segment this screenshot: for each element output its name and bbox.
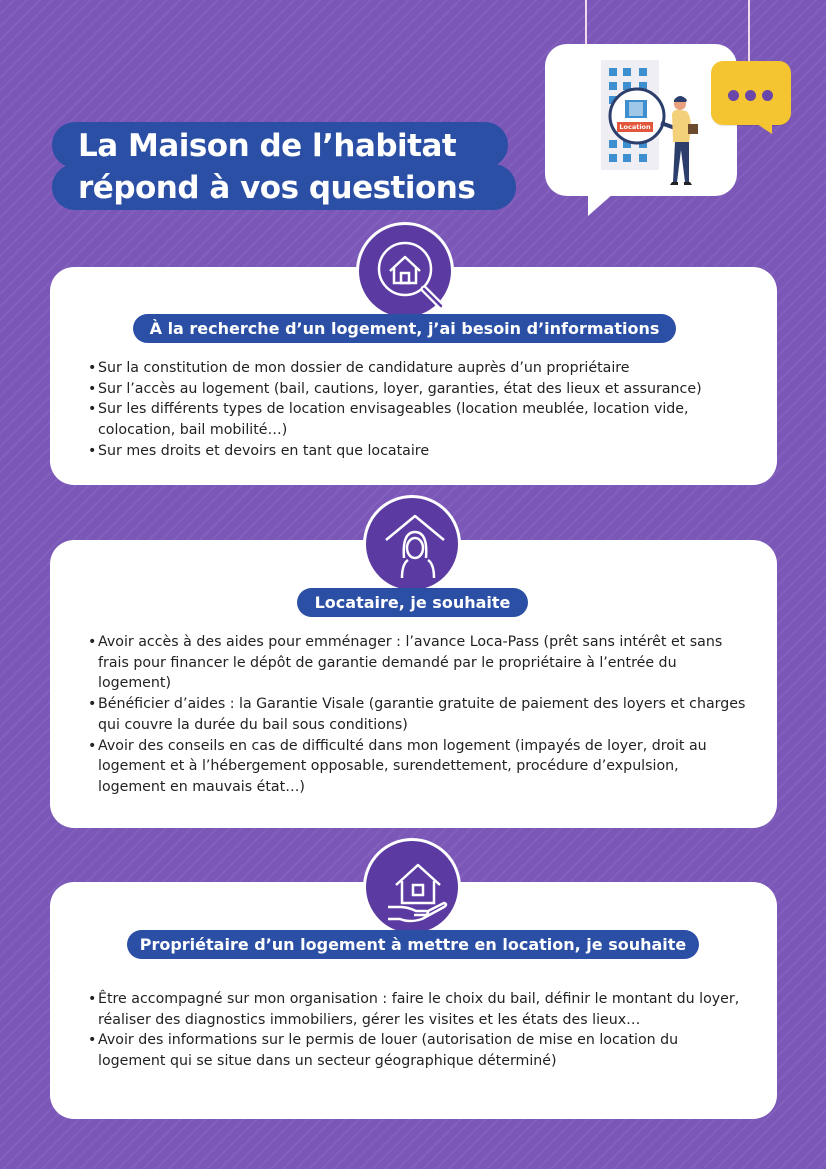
illustration-bubble-tail [588, 186, 622, 216]
apartment-search-illustration [545, 44, 737, 196]
section-heading-owner: Propriétaire d’un logement à mettre en location, je souhaite [127, 930, 699, 959]
section-heading-house-search: À la recherche d’un logement, j’ai besoin d’informations [133, 314, 676, 343]
list-item: • Sur la constitution de mon dossier de candidature auprès d’un propriétaire [88, 358, 768, 379]
list-item: • Avoir des conseils en cas de difficulté dans mon logement (impayés de loyer, droit au logement et à l’hébergement opposable, surendettement, procédure d’expulsion, logement en mauvais état…) [88, 736, 748, 798]
tenant-house-icon [363, 495, 461, 593]
page-title-line-2: répond à vos questions [52, 164, 516, 210]
chat-bubble-tail [754, 122, 772, 134]
page-title-line-1: La Maison de l’habitat [52, 122, 508, 168]
chat-dot [745, 90, 756, 101]
illustration-speech-bubble [545, 44, 737, 196]
hanging-string [748, 0, 750, 64]
location-sign-label: Location [619, 123, 651, 131]
list-item: • Bénéficier d’aides : la Garantie Visale (garantie gratuite de paiement des loyers et charges qui couvre la durée du bail sous conditions) [88, 694, 748, 735]
house-search-icon [356, 222, 454, 320]
chat-dot [728, 90, 739, 101]
section-heading-tenant: Locataire, je souhaite [297, 588, 528, 617]
bullet-list [88, 358, 768, 462]
bullet-list [88, 632, 748, 798]
list-item: • Sur les différents types de location envisageables (location meublée, location vide, colocation, bail mobilité…) [88, 399, 768, 440]
chat-dot [762, 90, 773, 101]
chat-bubble-icon [711, 61, 791, 125]
list-item: • Sur mes droits et devoirs en tant que locataire [88, 441, 768, 462]
list-item: • Avoir accès à des aides pour emménager : l’avance Loca-Pass (prêt sans intérêt et sans frais pour financer le dépôt de garantie demandé par le propriétaire à l’entrée du logement) [88, 632, 748, 694]
list-item: • Être accompagné sur mon organisation : faire le choix du bail, définir le montant du loyer, réaliser des diagnostics immobiliers, gérer les visites et les états des lieux… [88, 989, 748, 1030]
list-item: • Avoir des informations sur le permis de louer (autorisation de mise en location du logement qui se situe dans un secteur géographique déterminé) [88, 1030, 748, 1071]
bullet-list [88, 989, 748, 1072]
list-item: • Sur l’accès au logement (bail, cautions, loyer, garanties, état des lieux et assurance) [88, 379, 768, 400]
house-in-hand-icon [363, 838, 461, 936]
